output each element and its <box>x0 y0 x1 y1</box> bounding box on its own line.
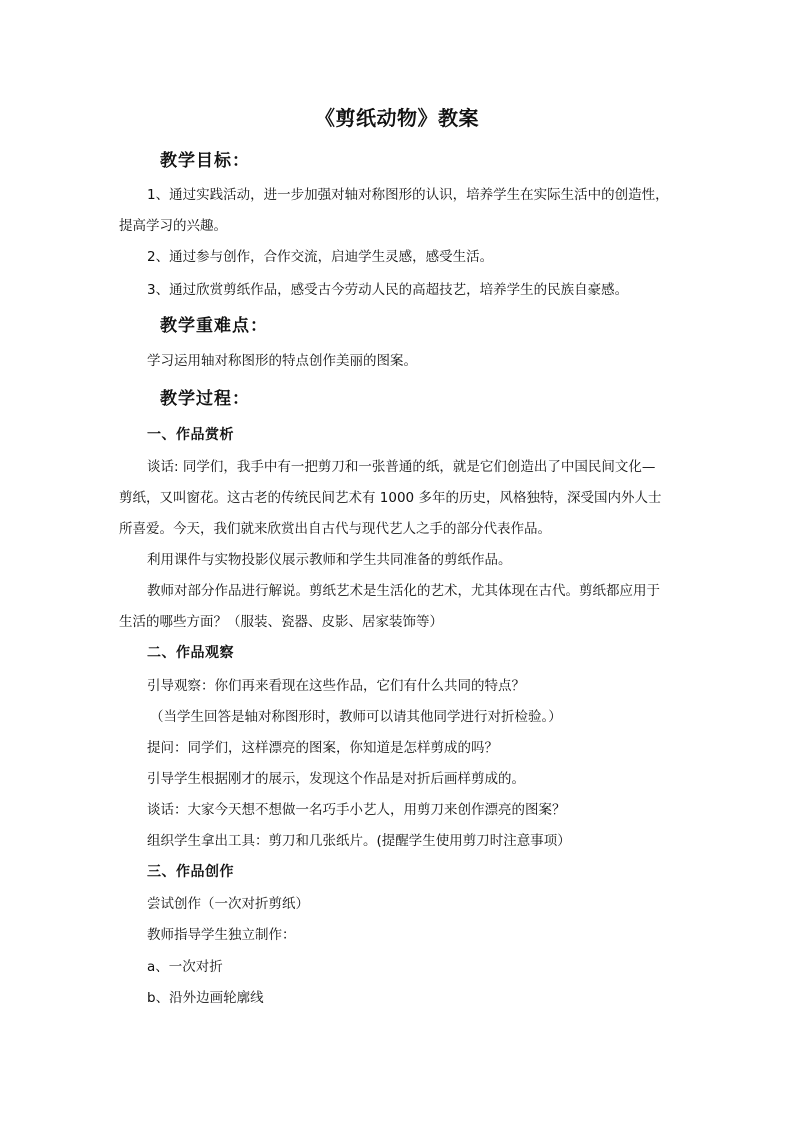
section-2-note: （当学生回答是轴对称图形时，教师可以请其他同学进行对折检验。） <box>150 709 562 725</box>
document-title: 《剪纸动物》教案 <box>315 106 479 130</box>
section-2-talk: 谈话：大家今天想不想做一名巧手小艺人，用剪刀来创作漂亮的图案？ <box>147 802 566 818</box>
section-1-show: 利用课件与实物投影仪展示教师和学生共同准备的剪纸作品。 <box>147 552 512 568</box>
section-2-guide-1: 引导观察：你们再来看现在这些作品，它们有什么共同的特点？ <box>147 678 525 694</box>
section-1-talk-line-3: 所喜爱。今天，我们就来欣赏出自古代与现代艺人之手的部分代表作品。 <box>119 521 551 537</box>
section-3-try: 尝试创作（一次对折剪纸） <box>147 896 309 912</box>
section-2-guide-2: 引导学生根据刚才的展示，发现这个作品是对折后画样剪成的。 <box>147 771 525 787</box>
heading-process: 教学过程： <box>160 389 250 409</box>
heading-key-points: 教学重难点： <box>160 316 268 336</box>
objective-3: 3、通过欣赏剪纸作品，感受古今劳动人民的高超技艺，培养学生的民族自豪感。 <box>147 282 629 298</box>
section-3-step-b: b、沿外边画轮廓线 <box>147 990 264 1006</box>
objective-1-line-2: 提高学习的兴趣。 <box>119 218 227 234</box>
section-3-heading: 三、作品创作 <box>147 864 234 880</box>
section-2-question: 提问：同学们，这样漂亮的图案，你知道是怎样剪成的吗？ <box>147 740 498 756</box>
section-2-organize: 组织学生拿出工具：剪刀和几张纸片。(提醒学生使用剪刀时注意事项） <box>147 833 571 849</box>
section-1-explain-line-1: 教师对部分作品进行解说。剪纸艺术是生活化的艺术，尤其体现在古代。剪纸都应用于 <box>147 583 660 599</box>
section-2-heading: 二、作品观察 <box>147 645 234 661</box>
section-1-talk-line-1: 谈话: 同学们，我手中有一把剪刀和一张普通的纸，就是它们创造出了中国民间文化— <box>147 459 656 475</box>
section-1-talk-line-2: 剪纸，又叫窗花。这古老的传统民间艺术有 1000 多年的历史，风格独特，深受国内外人士 <box>119 490 662 506</box>
section-1-heading: 一、作品赏析 <box>147 427 234 443</box>
objective-2: 2、通过参与创作，合作交流，启迪学生灵感，感受生活。 <box>147 249 494 265</box>
heading-objectives: 教学目标： <box>160 151 250 171</box>
section-1-explain-line-2: 生活的哪些方面？（服装、瓷器、皮影、居家装饰等） <box>119 614 443 630</box>
section-3-guide: 教师指导学生独立制作： <box>147 927 296 943</box>
section-3-step-a: a、一次对折 <box>147 959 223 975</box>
objective-1-line-1: 1、通过实践活动，进一步加强对轴对称图形的认识，培养学生在实际生活中的创造性， <box>147 187 669 203</box>
key-points-text: 学习运用轴对称图形的特点创作美丽的图案。 <box>147 353 417 369</box>
